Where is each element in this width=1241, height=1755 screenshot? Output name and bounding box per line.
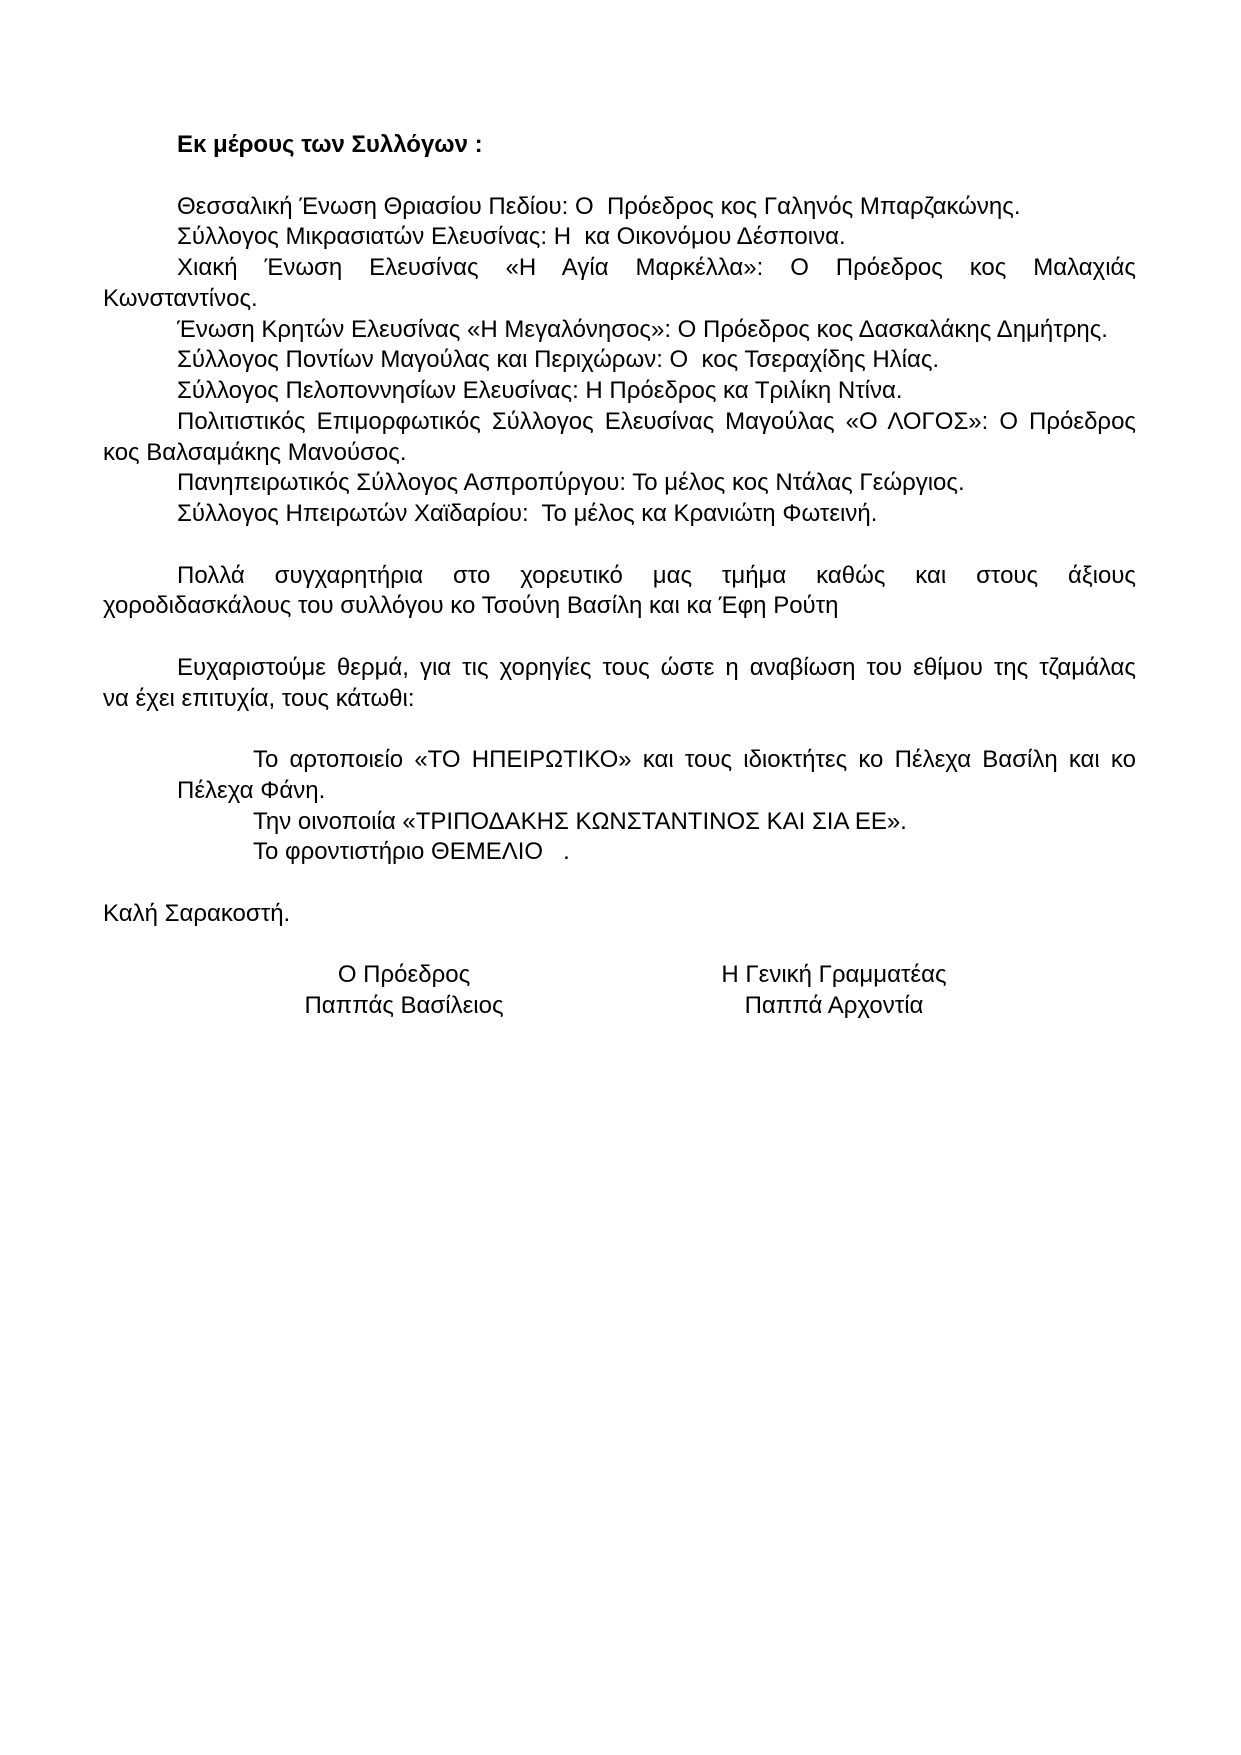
organization-entry: Πανηπειρωτικός Σύλλογος Ασπροπύργου: Το μέλος κος Ντάλας Γεώργιος. [177, 469, 965, 497]
spacer [103, 622, 1136, 653]
sponsor-entry: Την οινοποιία «ΤΡΙΠΟΔΑΚΗΣ ΚΩΝΣΤΑΝΤΙΝΟΣ ΚΑΙ ΣΙΑ ΕΕ». [253, 807, 907, 835]
thanks-paragraph [103, 653, 1136, 715]
signature-secretary [664, 960, 1004, 1022]
organization-entry: Πολιτιστικός Επιμορφωτικός Σύλλογος Ελευσίνας Μαγούλας «Ο ΛΟΓΟΣ»: Ο Πρόεδρος [177, 407, 1136, 435]
document-body [103, 130, 1136, 1022]
paragraph-line: να έχει επιτυχία, τους κάτωθι: [103, 684, 415, 712]
organization-entry: Θεσσαλική Ένωση Θριασίου Πεδίου: Ο Πρόεδρος κος Γαληνός Μπαρζακώνης. [177, 192, 1021, 220]
spacer [103, 868, 1136, 899]
paragraph-line: χοροδιδασκάλους του συλλόγου κο Τσούνη Βασίλη και κα Έφη Ρούτη [103, 592, 839, 620]
signature-name: Παππάς Βασίλειος [304, 992, 504, 1019]
sponsor-entry-continued: Πέλεχα Φάνη. [177, 776, 326, 804]
sponsors-list [103, 745, 1136, 868]
paragraph-line: Ευχαριστούμε θερμά, για τις χορηγίες τους ώστε η αναβίωση του εθίμου της τζαμάλας [177, 653, 1136, 681]
section-heading: Εκ μέρους των Συλλόγων : [177, 131, 483, 158]
organization-entry-continued: Κωνσταντίνος. [103, 284, 258, 312]
closing-greeting: Καλή Σαρακοστή. [103, 899, 291, 927]
spacer [103, 161, 1136, 192]
spacer [103, 930, 1136, 961]
sponsor-entry: Το αρτοποιείο «ΤΟ ΗΠΕΙΡΩΤΙΚΟ» και τους ιδιοκτήτες κο Πέλεχα Βασίλη και κο [253, 746, 1136, 773]
spacer [103, 530, 1136, 561]
signature-name: Παππά Αρχοντία [744, 992, 924, 1019]
organization-entry-continued: κος Βαλσαμάκης Μανούσος. [103, 438, 407, 466]
signature-role: Ο Πρόεδρος [337, 961, 471, 989]
sponsor-entry: Το φροντιστήριο ΘΕΜΕΛΙΟ . [253, 838, 570, 866]
organization-entry: Χιακή Ένωση Ελευσίνας «Η Αγία Μαρκέλλα»: Ο Πρόεδρος κος Μαλαχιάς [177, 254, 1136, 281]
organizations-list [103, 192, 1136, 530]
organization-entry: Ένωση Κρητών Ελευσίνας «Η Μεγαλόνησος»: Ο Πρόεδρος κος Δασκαλάκης Δημήτρης. [177, 315, 1108, 343]
congratulations-paragraph [103, 561, 1136, 623]
organization-entry: Σύλλογος Μικρασιατών Ελευσίνας: Η κα Οικονόμου Δέσποινα. [177, 223, 846, 251]
organization-entry: Σύλλογος Ποντίων Μαγούλας και Περιχώρων: Ο κος Τσεραχίδης Ηλίας. [177, 346, 940, 374]
organization-entry: Σύλλογος Πελοποννησίων Ελευσίνας: Η Πρόεδρος κα Τριλίκη Ντίνα. [177, 377, 903, 404]
spacer [103, 714, 1136, 745]
paragraph-line: Πολλά συγχαρητήρια στο χορευτικό μας τμήμα καθώς και στους άξιους [177, 561, 1136, 589]
organization-entry: Σύλλογος Ηπειρωτών Χαϊδαρίου: Το μέλος κα Κρανιώτη Φωτεινή. [177, 500, 878, 527]
signature-president [234, 960, 574, 1022]
signatures [103, 960, 1136, 1022]
signature-role: Η Γενική Γραμματέας [721, 961, 947, 989]
